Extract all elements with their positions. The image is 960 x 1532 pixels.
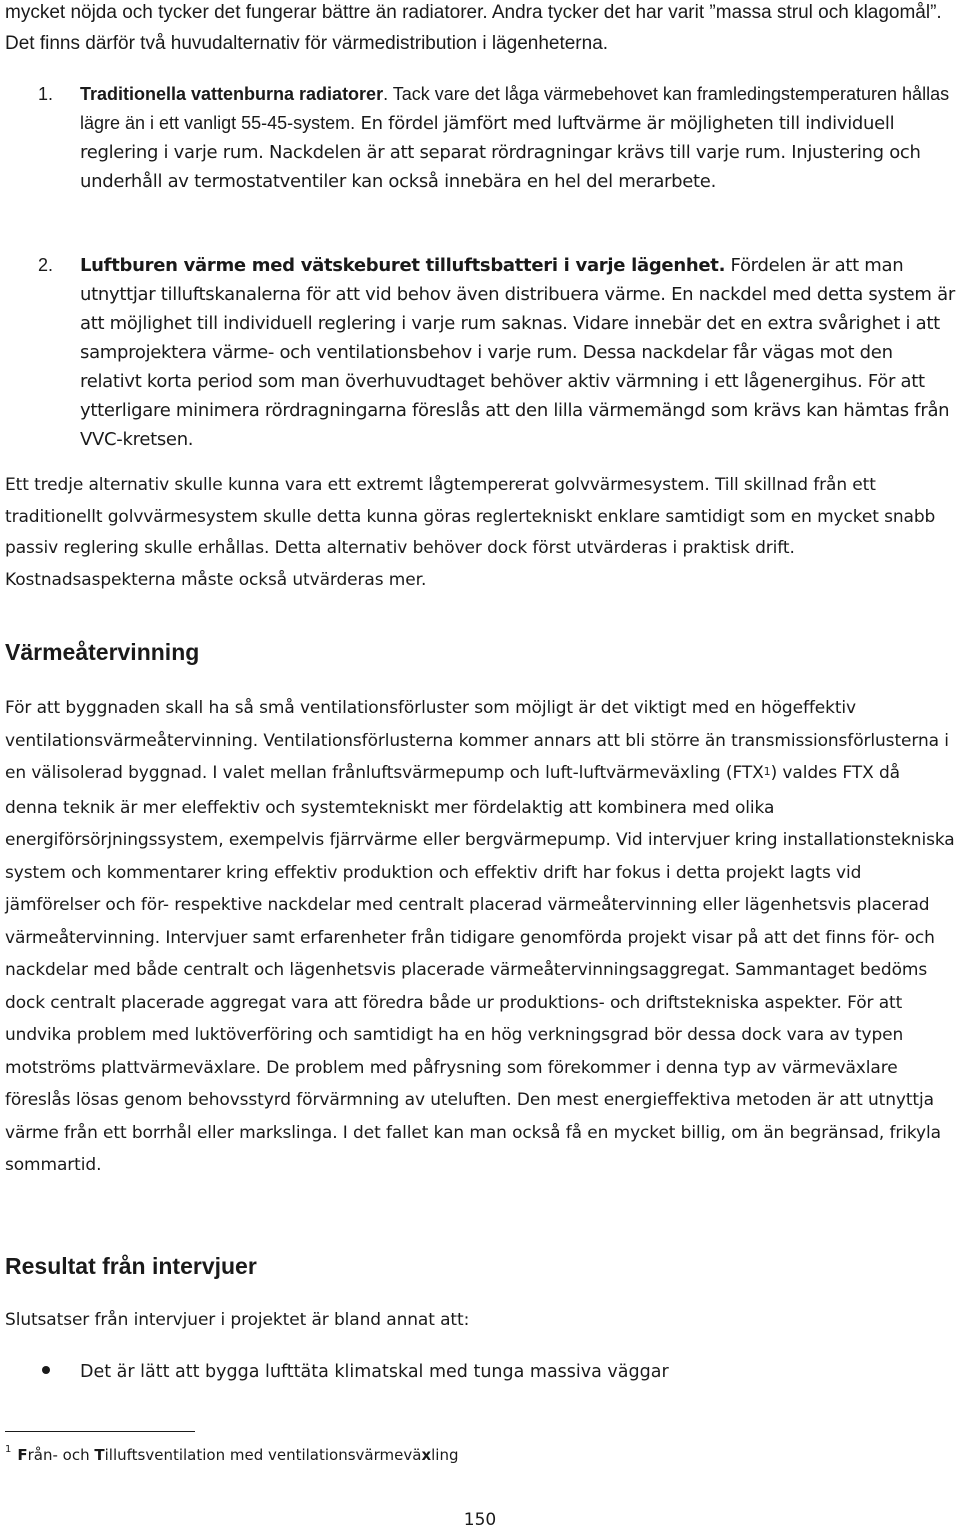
page-number: 150: [463, 1510, 497, 1530]
footnote-reference[interactable]: 1: [763, 765, 771, 778]
intro-paragraph: mycket nöjda och tycker det fungerar bättre än radiatorer. Andra tycker det har varit ”massa strul och klagomål”. Det finns därför två huvudalternativ för värmedistribution i lägenheterna.: [5, 2, 942, 54]
paragraph-ventilation: [5, 692, 957, 1182]
list-item-body: [80, 80, 958, 196]
section-heading-varmeatervinning: Värmeåtervinning: [5, 639, 200, 665]
list-lead: Traditionella vattenburna radiatorer: [80, 84, 384, 104]
list-lead: Luftburen värme med vätskeburet tilluftsbatteri i varje lägenhet.: [80, 255, 726, 276]
list-item-body: [80, 251, 958, 454]
footnote-part: ling: [431, 1446, 459, 1464]
list-number: 1.: [38, 84, 54, 104]
footnote: [5, 1440, 459, 1467]
paragraph-slutsatser: Slutsatser från intervjuer i projektet är bland annat att:: [5, 1310, 470, 1330]
footnote-divider: [5, 1431, 195, 1432]
footnote-marker: 1: [5, 1444, 12, 1455]
list-arial-text: Tack vare det låga värmebehovet kan framledingstemperaturen hållas lägre än i ett vanligt 55-45-system.: [80, 84, 950, 133]
list-lead-tail: .: [383, 84, 389, 104]
paragraph-ventilation-text: För att byggnaden skall ha så små ventilationsförluster som möjligt är det viktigt med en högeffektiv ventilationsvärmeåtervinning. Ventilationsförlusterna kommer annars att bli större än transmissionsförlusterna i en välisolerad byggnad. I valet mellan frånluftsvärmepump och luft-luftvärmeväxling (FTX: [5, 698, 949, 783]
bullet-point: [42, 1366, 50, 1374]
footnote-part: F: [17, 1446, 28, 1464]
footnote-part: T: [94, 1446, 105, 1464]
list-number: 2.: [38, 255, 54, 275]
footnote-part: x: [421, 1446, 432, 1464]
footnote-part: rån- och: [27, 1446, 95, 1464]
list-text: En fördel jämfört med luftvärme är möjligheten till individuell reglering i varje rum. Nackdelen är att separat rördragningar krävs till varje rum. Injustering och underhåll av termostatventiler kan också innebära en hel del merarbete.: [80, 113, 921, 192]
paragraph-tredje-alternativ: Ett tredje alternativ skulle kunna vara ett extremt lågtempererat golvvärmesystem. Till skillnad från ett traditionellt golvvärmesystem skulle detta kunna göras reglertekniskt enklare samtidigt som en mycket snabb passiv reglering skulle erhållas. Detta alternativ behöver dock först utvärderas i praktisk drift. Kostnadsaspekterna måste också utvärderas mer.: [5, 475, 936, 590]
section-heading-resultat: Resultat från intervjuer: [5, 1253, 257, 1279]
footnote-part: illuftsventilation med ventilationsvärmevä: [104, 1446, 422, 1464]
paragraph-ventilation-text-cont: ) valdes FTX då denna teknik är mer eleffektiv och systemtekniskt mer fördelaktig att kombinera med olika energiförsörjningssystem, exempelvis fjärrvärme eller bergvärmepump. Vid intervjuer kring installationstekniska system och kommentarer kring effektiv produktion och effektiv drift har fokus i detta projekt lagts vid jämförelser och för- respektive nackdelar med centralt placerad värmeåtervinning eller lägenhetsvis placerad värmeåtervinning. Intervjuer samt erfarenheter från tidigare genomförda projekt visar på att det finns för- och nackdelar med både centralt och lägenhetsvis placerade värmeåtervinningsaggregat. Sammantaget bedöms dock centralt placerade aggregat vara att föredra både ur produktions- och driftstekniska aspekter. För att undvika problem med luktöverföring och samtidigt ha en hög verkningsgrad bör dessa dock vara av typen motströms plattvärmeväxlare. De problem med påfrysning som förekommer i denna typ av värmeväxlare föreslås lösas genom behovsstyrd förvärmning av uteluften. Den mest energieffektiva metoden är att utnyttja värme från ett borrhål eller markslinga. I det fallet kan man också få en mycket billig, om än begränsad, frikyla sommartid.: [5, 763, 955, 1175]
bullet-item: Det är lätt att bygga lufttäta klimatskal med tunga massiva väggar: [80, 1362, 669, 1382]
list-text: Fördelen är att man utnyttjar tilluftskanalerna för att vid behov även distribuera värme. En nackdel med detta system är att möjlighet till individuell reglering i varje rum saknas. Vidare innebär det en extra svårighet i att samprojektera värme- och ventilationsbehov i varje rum. Dessa nackdelar får vägas mot den relativt korta period som man överhuvudtaget behöver aktiv värmning i ett lågenergihus. För att ytterligare minimera rördragningarna föreslås att den lilla värmemängd som krävs kan hämtas från VVC-kretsen.: [80, 255, 955, 450]
